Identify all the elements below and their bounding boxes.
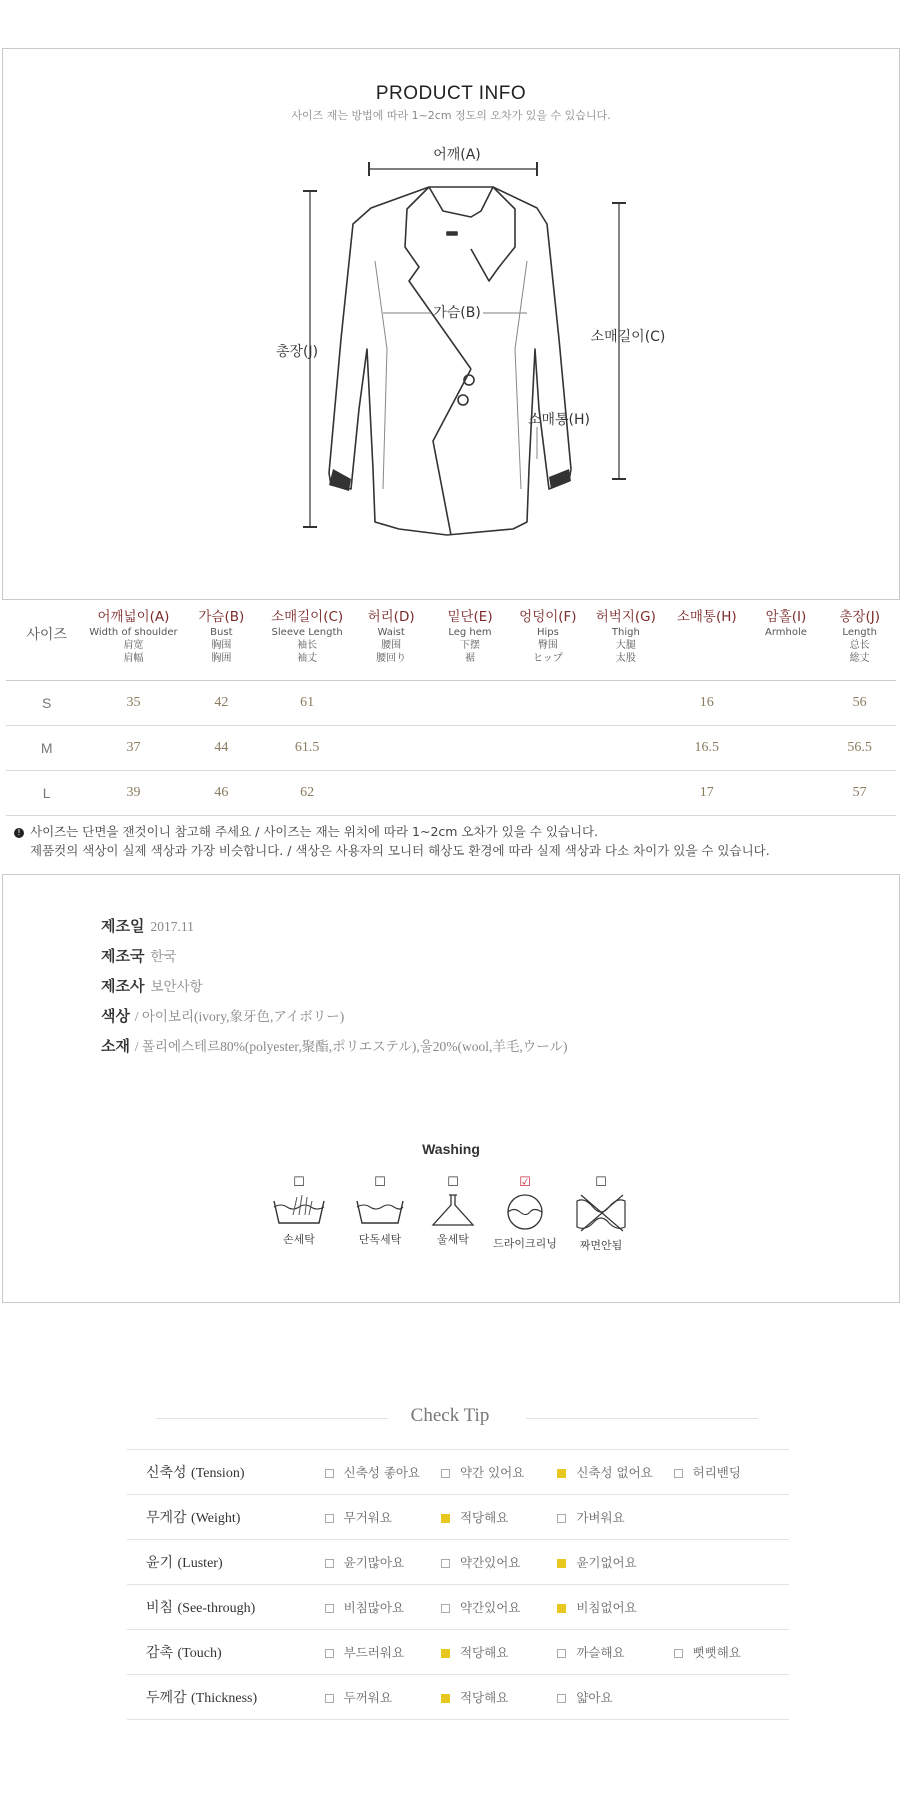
made-date-value: 2017.11 xyxy=(150,919,194,934)
check-tip-option xyxy=(556,1495,672,1540)
size-value-cell xyxy=(587,726,665,771)
hand-wash-icon xyxy=(271,1193,327,1227)
option-label: 얇아요 xyxy=(576,1690,613,1705)
size-value-cell: 42 xyxy=(180,681,264,726)
size-col-subtitle: 腰回り xyxy=(376,653,407,664)
check-tip-option xyxy=(673,1495,789,1540)
front-opening xyxy=(433,369,471,535)
wash-separately-icon xyxy=(352,1193,408,1227)
made-date-label: 제조일 xyxy=(101,917,145,935)
option-label: 비침없어요 xyxy=(576,1600,637,1615)
check-tip-row xyxy=(127,1675,789,1720)
country-row xyxy=(101,945,177,966)
maker-row xyxy=(101,975,203,996)
country-value: 한국 xyxy=(150,949,177,964)
wash-checkbox-checked: ☑ xyxy=(519,1175,531,1190)
option-label: 무거워요 xyxy=(343,1510,392,1525)
check-tip-option xyxy=(673,1540,789,1585)
option-box-selected xyxy=(557,1559,566,1568)
left-cuff xyxy=(329,469,351,491)
check-tip-option xyxy=(556,1585,672,1630)
size-value-cell: 16 xyxy=(665,681,749,726)
option-label: 부드러워요 xyxy=(343,1645,405,1660)
size-value-cell xyxy=(431,681,509,726)
size-col-header xyxy=(823,602,896,681)
wash-checkbox: ☐ xyxy=(293,1175,305,1190)
collar-inner xyxy=(429,187,493,217)
size-col-subtitle: 总长 xyxy=(849,640,870,651)
wash-checkbox: ☐ xyxy=(447,1175,459,1190)
option-box-selected xyxy=(441,1649,450,1658)
option-box-selected xyxy=(441,1514,450,1523)
size-col-subtitle: ヒップ xyxy=(533,653,563,664)
check-tip-option xyxy=(324,1630,440,1675)
material-label: 소재 xyxy=(101,1037,130,1055)
option-label: 적당해요 xyxy=(459,1510,509,1525)
option-box xyxy=(557,1694,566,1703)
info-bullet-icon: ! xyxy=(14,828,24,838)
size-value-cell xyxy=(749,726,824,771)
size-col-subtitle: 裾 xyxy=(465,653,476,664)
shoulder-label: 어깨(A) xyxy=(433,147,481,163)
wool-wash-icon xyxy=(425,1193,481,1227)
check-tip-label: 감촉 xyxy=(146,1645,174,1661)
check-tip-option xyxy=(440,1540,556,1585)
size-col-header xyxy=(87,602,179,681)
size-col-subtitle: Width of shoulder xyxy=(89,627,178,638)
country-label: 제조국 xyxy=(101,947,145,965)
check-tip-option xyxy=(324,1675,440,1720)
size-value-cell: 62 xyxy=(263,771,351,816)
size-col-title: 허리(D) xyxy=(367,609,415,625)
size-col-subtitle: Hips xyxy=(536,627,559,638)
wash-checkbox: ☐ xyxy=(374,1175,386,1190)
option-label: 윤기많아요 xyxy=(343,1555,405,1570)
check-tip-label-en: (Touch) xyxy=(177,1646,222,1661)
check-tip-option xyxy=(440,1585,556,1630)
option-box xyxy=(674,1649,683,1658)
size-col-title: 어깨넓이(A) xyxy=(97,609,170,625)
size-col-subtitle: 肩宽 xyxy=(123,640,144,651)
option-box xyxy=(441,1604,450,1613)
size-value-cell xyxy=(509,771,587,816)
jacket-diagram xyxy=(3,49,899,599)
option-label: 허리밴딩 xyxy=(692,1465,741,1480)
size-value-cell xyxy=(431,771,509,816)
option-label: 약간 있어요 xyxy=(459,1465,525,1480)
size-value-cell xyxy=(509,726,587,771)
check-tip-option xyxy=(324,1585,440,1630)
size-col-header xyxy=(6,602,87,681)
size-note-text: 사이즈는 단면을 잰것이니 참고해 주세요 / 사이즈는 재는 위치에 따라 1~2cm 오차가 있을 수 있습니다. xyxy=(30,824,599,839)
maker-label: 제조사 xyxy=(101,977,145,995)
check-tip-label: 윤기 xyxy=(146,1555,174,1571)
check-tip-label-en: (Weight) xyxy=(191,1511,241,1526)
check-tip-option xyxy=(673,1675,789,1720)
size-col-header xyxy=(180,602,264,681)
check-tip-label-en: (Thickness) xyxy=(191,1691,258,1706)
option-label: 뻣뻣해요 xyxy=(692,1645,741,1660)
product-info-title: PRODUCT INFO xyxy=(375,83,527,104)
check-tip-label: 비침 xyxy=(146,1600,174,1616)
option-box xyxy=(325,1514,334,1523)
jacket-outline xyxy=(329,187,571,535)
size-table-body xyxy=(6,681,896,816)
check-tip-option xyxy=(673,1585,789,1630)
size-col-title: 밑단(E) xyxy=(447,609,493,625)
option-label: 약간있어요 xyxy=(459,1600,521,1615)
size-col-subtitle: 胸囲 xyxy=(211,653,232,664)
option-box xyxy=(441,1469,450,1478)
size-value-cell: 17 xyxy=(665,771,749,816)
check-tip-option xyxy=(324,1495,440,1540)
check-tip-row xyxy=(127,1495,789,1540)
check-tip-option xyxy=(556,1540,672,1585)
option-label: 신축성 없어요 xyxy=(576,1465,653,1480)
wash-checkbox: ☐ xyxy=(595,1175,607,1190)
option-box xyxy=(325,1559,334,1568)
size-value-cell xyxy=(351,681,431,726)
size-value-cell xyxy=(749,681,824,726)
size-value-cell: 16.5 xyxy=(665,726,749,771)
color-note: 제품컷의 색상이 실제 색상과 가장 비슷합니다. / 색상은 사용자의 모니터 해상도 환경에 따라 실제 색상과 다소 차이가 있을 수 있습니다. xyxy=(30,843,770,858)
size-row xyxy=(6,771,896,816)
size-col-subtitle: Leg hem xyxy=(448,627,492,638)
option-box xyxy=(325,1469,334,1478)
size-col-title: 암홀(I) xyxy=(765,609,807,625)
check-tip-option xyxy=(440,1450,556,1495)
option-label: 비침많아요 xyxy=(343,1600,405,1615)
do-not-wring-icon xyxy=(571,1193,631,1233)
size-col-title: 가슴(B) xyxy=(198,609,245,625)
check-tip-label-cell xyxy=(127,1675,324,1720)
size-col-header xyxy=(749,602,824,681)
option-label: 까슬해요 xyxy=(576,1645,625,1660)
bust-label: 가슴(B) xyxy=(433,305,481,321)
check-tip-row xyxy=(127,1540,789,1585)
option-label: 가벼워요 xyxy=(576,1510,625,1525)
size-col-subtitle: Thigh xyxy=(611,627,640,638)
wash-label: 단독세탁 xyxy=(358,1233,402,1246)
sleeve-seam-left xyxy=(375,261,387,489)
check-tip-option xyxy=(556,1630,672,1675)
size-col-title: 엉덩이(F) xyxy=(519,609,577,625)
check-tip-label-en: (See-through) xyxy=(177,1601,256,1616)
total-length-label: 총장(J) xyxy=(275,344,319,360)
option-box-selected xyxy=(557,1604,566,1613)
size-col-subtitle: 袖丈 xyxy=(297,653,318,664)
size-col-subtitle: 太股 xyxy=(615,653,636,664)
wash-label: 짜면안됨 xyxy=(579,1239,623,1252)
check-tip-label-cell xyxy=(127,1630,324,1675)
check-tip-row xyxy=(127,1630,789,1675)
check-tip-label: 두께감 xyxy=(146,1690,187,1706)
check-tip-label-en: (Tension) xyxy=(191,1466,245,1481)
option-label: 적당해요 xyxy=(459,1645,509,1660)
check-tip-option xyxy=(556,1675,672,1720)
check-tip-option xyxy=(324,1540,440,1585)
material-row xyxy=(101,1035,568,1056)
option-box-selected xyxy=(441,1694,450,1703)
check-tip-label-cell xyxy=(127,1450,324,1495)
size-col-subtitle: 胸围 xyxy=(211,640,232,651)
size-value-cell: 61.5 xyxy=(263,726,351,771)
option-box xyxy=(441,1559,450,1568)
check-tip-label: 무게감 xyxy=(146,1510,187,1526)
option-label: 신축성 좋아요 xyxy=(343,1465,421,1480)
size-col-subtitle: 腰围 xyxy=(381,640,402,651)
size-col-subtitle: Sleeve Length xyxy=(271,627,343,638)
washing-title: Washing xyxy=(422,1141,480,1157)
size-value-cell: 61 xyxy=(263,681,351,726)
size-value-cell xyxy=(351,726,431,771)
option-label: 적당해요 xyxy=(459,1690,509,1705)
material-value: / 폴리에스테르80%(polyester,聚酯,ポリエステル),울20%(wool,羊毛,ウール) xyxy=(134,1039,568,1054)
size-col-header xyxy=(351,602,431,681)
size-value-cell: 35 xyxy=(87,681,179,726)
made-date-row xyxy=(101,915,194,936)
color-value: / 아이보리(ivory,象牙色,アイボリー) xyxy=(134,1009,345,1024)
button-2 xyxy=(458,395,468,405)
size-value-cell: 44 xyxy=(180,726,264,771)
details-section xyxy=(2,874,900,1303)
color-row xyxy=(101,1005,344,1026)
option-box xyxy=(325,1649,334,1658)
option-box xyxy=(674,1469,683,1478)
size-col-title: 총장(J) xyxy=(839,609,880,625)
size-name-cell: S xyxy=(6,681,87,726)
size-value-cell: 56 xyxy=(823,681,896,726)
check-tip-option xyxy=(556,1450,672,1495)
size-col-title: 소매길이(C) xyxy=(271,609,344,625)
size-col-header xyxy=(431,602,509,681)
dry-clean-icon xyxy=(497,1193,553,1231)
check-tip-option xyxy=(673,1450,789,1495)
size-value-cell xyxy=(587,681,665,726)
size-col-title: 사이즈 xyxy=(26,627,67,643)
option-box xyxy=(557,1649,566,1658)
check-tip-divider-right xyxy=(526,1418,758,1419)
product-info-section xyxy=(2,48,900,600)
check-tip-table xyxy=(127,1449,789,1720)
size-col-subtitle: 袖长 xyxy=(297,640,318,651)
size-col-subtitle: 大腿 xyxy=(615,640,636,651)
wash-item-no-wring xyxy=(556,1175,646,1253)
size-value-cell xyxy=(749,771,824,816)
size-name-cell: M xyxy=(6,726,87,771)
size-col-subtitle: 臀围 xyxy=(537,640,558,651)
option-box-selected xyxy=(557,1469,566,1478)
check-tip-option xyxy=(440,1495,556,1540)
wash-label: 손세탁 xyxy=(283,1233,315,1246)
size-col-title: 소매통(H) xyxy=(676,609,737,625)
size-row xyxy=(6,726,896,771)
size-col-subtitle: Bust xyxy=(210,627,233,638)
check-tip-label-cell xyxy=(127,1495,324,1540)
size-col-header xyxy=(263,602,351,681)
size-value-cell xyxy=(509,681,587,726)
wash-item-hand xyxy=(254,1175,344,1247)
size-col-header xyxy=(665,602,749,681)
sleeve-seam-right xyxy=(515,261,527,489)
size-value-cell xyxy=(351,771,431,816)
check-tip-row xyxy=(127,1585,789,1630)
size-value-cell xyxy=(431,726,509,771)
right-lapel xyxy=(471,187,515,281)
size-value-cell: 37 xyxy=(87,726,179,771)
check-tip-label-en: (Luster) xyxy=(177,1556,223,1571)
size-value-cell xyxy=(587,771,665,816)
option-box xyxy=(557,1514,566,1523)
size-note xyxy=(14,822,598,840)
size-value-cell: 57 xyxy=(823,771,896,816)
collar-badge xyxy=(447,232,457,235)
check-tip-title: Check Tip xyxy=(410,1405,490,1426)
check-tip-label-cell xyxy=(127,1540,324,1585)
size-col-header xyxy=(509,602,587,681)
size-col-subtitle: 下摆 xyxy=(460,640,481,651)
check-tip-option xyxy=(324,1450,440,1495)
check-tip-option xyxy=(673,1630,789,1675)
size-col-subtitle: 肩幅 xyxy=(123,653,144,664)
check-tip-label-cell xyxy=(127,1585,324,1630)
sleeve-width-label: 소매통(H) xyxy=(527,412,591,428)
option-box xyxy=(325,1604,334,1613)
check-tip-option xyxy=(440,1630,556,1675)
size-value-cell: 56.5 xyxy=(823,726,896,771)
wash-label: 울세탁 xyxy=(437,1233,469,1246)
check-tip-option xyxy=(440,1675,556,1720)
size-col-subtitle: Length xyxy=(842,627,877,638)
sleeve-length-label: 소매길이(C) xyxy=(590,329,666,345)
size-col-subtitle: Armhole xyxy=(765,627,807,638)
option-label: 윤기없어요 xyxy=(576,1555,637,1570)
size-col-header xyxy=(587,602,665,681)
size-name-cell: L xyxy=(6,771,87,816)
maker-value: 보안사항 xyxy=(150,979,203,994)
size-value-cell: 46 xyxy=(180,771,264,816)
size-col-subtitle: 総丈 xyxy=(849,653,870,664)
size-col-subtitle: Waist xyxy=(377,627,405,638)
check-tip-row xyxy=(127,1450,789,1495)
option-label: 두꺼워요 xyxy=(343,1690,392,1705)
size-col-title: 허벅지(G) xyxy=(595,609,656,625)
product-info-subtitle: 사이즈 재는 방법에 따라 1~2cm 정도의 오차가 있을 수 있습니다. xyxy=(291,109,611,122)
option-box xyxy=(325,1694,334,1703)
size-value-cell: 39 xyxy=(87,771,179,816)
size-table xyxy=(6,602,896,816)
size-table-header xyxy=(6,602,896,681)
color-label: 색상 xyxy=(101,1007,130,1025)
size-row xyxy=(6,681,896,726)
option-label: 약간있어요 xyxy=(459,1555,521,1570)
right-cuff xyxy=(549,469,571,489)
check-tip-label: 신축성 xyxy=(146,1465,187,1481)
wash-label: 드라이크리닝 xyxy=(493,1237,557,1250)
